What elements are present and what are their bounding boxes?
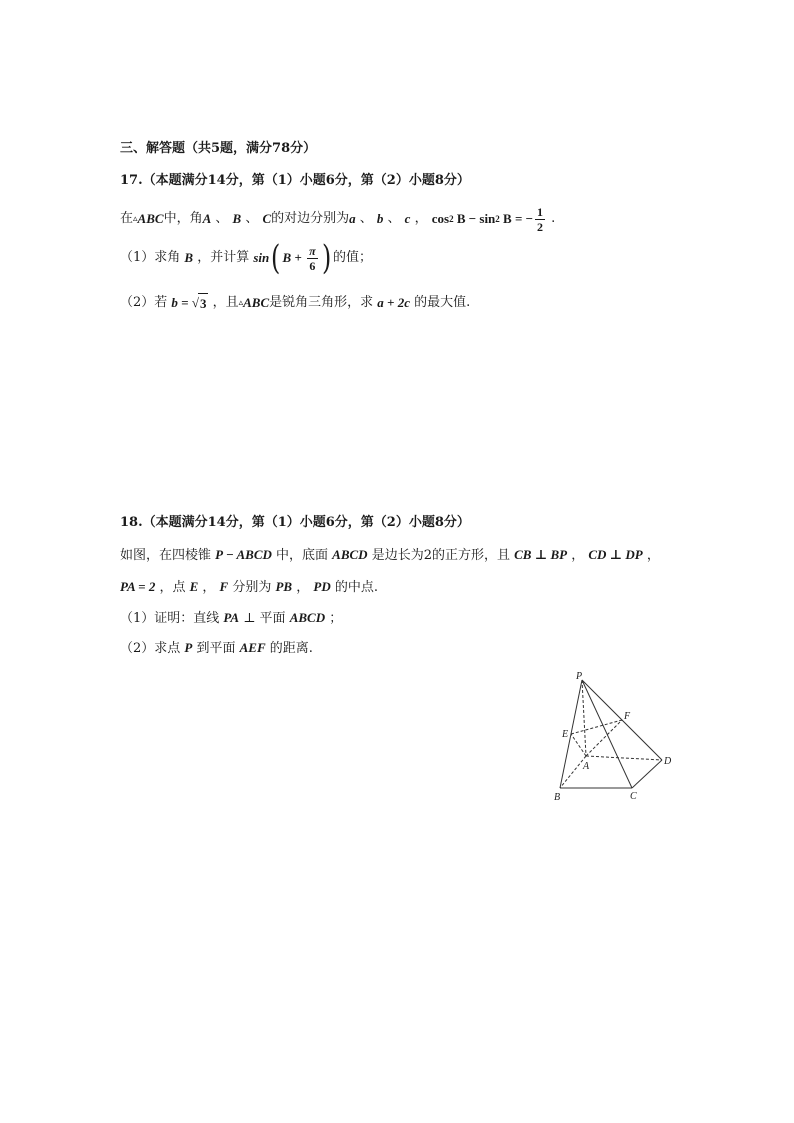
edge-AD <box>586 756 662 760</box>
q18-line2 <box>120 577 378 598</box>
q17-sep: 、 <box>241 211 263 226</box>
fraction-denominator: 6 <box>309 258 316 273</box>
q18-text: ， <box>567 548 589 563</box>
fraction-one-half <box>535 205 545 234</box>
q17-sep: 、 <box>383 211 405 226</box>
label-A: A <box>583 761 590 772</box>
label-D: D <box>664 756 672 767</box>
q17-part2-text: ，且 <box>208 295 239 310</box>
sqrt-radicand: 3 <box>198 293 209 314</box>
sin-argument: B + <box>282 250 306 265</box>
formula-end: B = − <box>499 211 534 226</box>
fraction-numerator: 1 <box>537 204 544 219</box>
q17-stem-triangle: ABC <box>137 211 164 226</box>
var-F: F <box>219 579 229 594</box>
segment-PA: PA <box>223 610 240 625</box>
label-C: C <box>630 791 637 802</box>
edge-PC <box>582 680 632 788</box>
sqrt-icon: √ <box>191 295 199 310</box>
q18-part2 <box>120 638 313 659</box>
segment-PB: PB <box>275 579 293 594</box>
func-sin: sin <box>253 250 270 265</box>
left-paren: ( <box>271 238 281 278</box>
q17-part2-triangle: ABC <box>243 295 270 310</box>
q18-text: 是边长为2的正方形，且 <box>367 548 515 563</box>
q17-heading: 17.（本题满分14分，第（1）小题6分，第（2）小题8分） <box>120 173 470 188</box>
q18-part2-text: 的距离. <box>265 641 313 656</box>
formula-a-plus-2c: a + 2c <box>377 295 410 310</box>
q17-stem-text: 中，角 <box>163 211 203 226</box>
q18-text: ， <box>642 548 660 563</box>
var-C: C <box>262 211 272 226</box>
var-b: b <box>376 211 384 226</box>
q18-part1-label: （1）证明：直线 <box>120 611 224 626</box>
fraction-numerator: π <box>309 243 316 258</box>
q17-stem <box>120 205 555 233</box>
q18-part2-label: （2）求点 <box>120 641 185 656</box>
q17-sep: ， <box>410 211 432 226</box>
q17-part1 <box>120 238 372 278</box>
q17-part2-text: 的最大值. <box>409 295 471 310</box>
q17-part1-label: （1）求角 <box>120 250 185 265</box>
right-paren: ) <box>321 238 331 278</box>
formula-square: 2 <box>449 214 454 224</box>
q18-part1 <box>120 608 342 629</box>
q17-part1-text: ，并计算 <box>193 250 254 265</box>
var-E: E <box>189 579 199 594</box>
edge-PA <box>582 680 586 756</box>
edge-CD <box>632 760 662 788</box>
q18-text: 如图，在四棱锥 <box>120 548 216 563</box>
plane-ABCD: ABCD <box>289 610 326 625</box>
fraction-denominator: 2 <box>537 219 544 234</box>
q17-part2-label: （2）若 <box>120 295 172 310</box>
formula-square: 2 <box>495 214 500 224</box>
section-heading: 三、解答题（共5题，满分78分） <box>120 141 317 156</box>
q17-part2 <box>120 292 470 314</box>
q18-text: 中，底面 <box>271 548 333 563</box>
q18-part1-text: ； <box>325 611 343 626</box>
edge-AE <box>571 734 586 756</box>
q18-text: ， <box>198 580 220 595</box>
label-B: B <box>554 792 561 803</box>
label-P: P <box>576 671 583 682</box>
q17-sep: 、 <box>355 211 377 226</box>
segment-PD: PD <box>313 579 331 594</box>
var-a: a <box>349 211 356 226</box>
var-c: c <box>404 211 411 226</box>
label-F: F <box>624 711 631 722</box>
triangle-icon: ▵ <box>238 298 244 308</box>
var-B: B <box>184 250 194 265</box>
plane-AEF: AEF <box>239 640 266 655</box>
formula-mid: B − sin <box>453 211 496 226</box>
var-B: B <box>232 211 242 226</box>
q17-stem-prefix: 在 <box>120 211 134 226</box>
q18-heading: 18.（本题满分14分，第（1）小题6分，第（2）小题8分） <box>120 515 470 530</box>
formula-pyramid: P − ABCD <box>215 547 272 562</box>
q17-stem-text: 的对边分别为 <box>271 211 350 226</box>
var-A: A <box>202 211 212 226</box>
q18-text: ， <box>292 580 314 595</box>
q17-period: . <box>547 211 556 226</box>
pyramid-figure <box>540 668 690 808</box>
q18-text: 的中点. <box>330 580 378 595</box>
formula-base: ABCD <box>332 547 368 562</box>
formula-perp-cb-bp: CB ⊥ BP <box>514 547 568 562</box>
formula-cos: cos <box>431 211 450 226</box>
q17-part1-tail: 的值； <box>332 250 372 265</box>
fraction-pi-over-six <box>307 244 318 273</box>
var-P: P <box>184 640 193 655</box>
label-E: E <box>562 729 569 740</box>
triangle-icon: ▵ <box>133 214 138 224</box>
edge-AF <box>586 720 622 756</box>
q18-line1 <box>120 545 660 566</box>
q18-part2-text: 到平面 <box>192 641 240 656</box>
formula-b-equals: b = <box>171 295 192 310</box>
q18-text: 分别为 <box>228 580 276 595</box>
q18-text: ，点 <box>155 580 190 595</box>
q18-part1-text: ⊥ 平面 <box>239 611 290 626</box>
q17-sep: 、 <box>211 211 233 226</box>
formula-perp-cd-dp: CD ⊥ DP <box>588 547 643 562</box>
formula-pa-equals: PA = 2 <box>120 579 156 594</box>
q17-part2-text: 是锐角三角形，求 <box>269 295 378 310</box>
